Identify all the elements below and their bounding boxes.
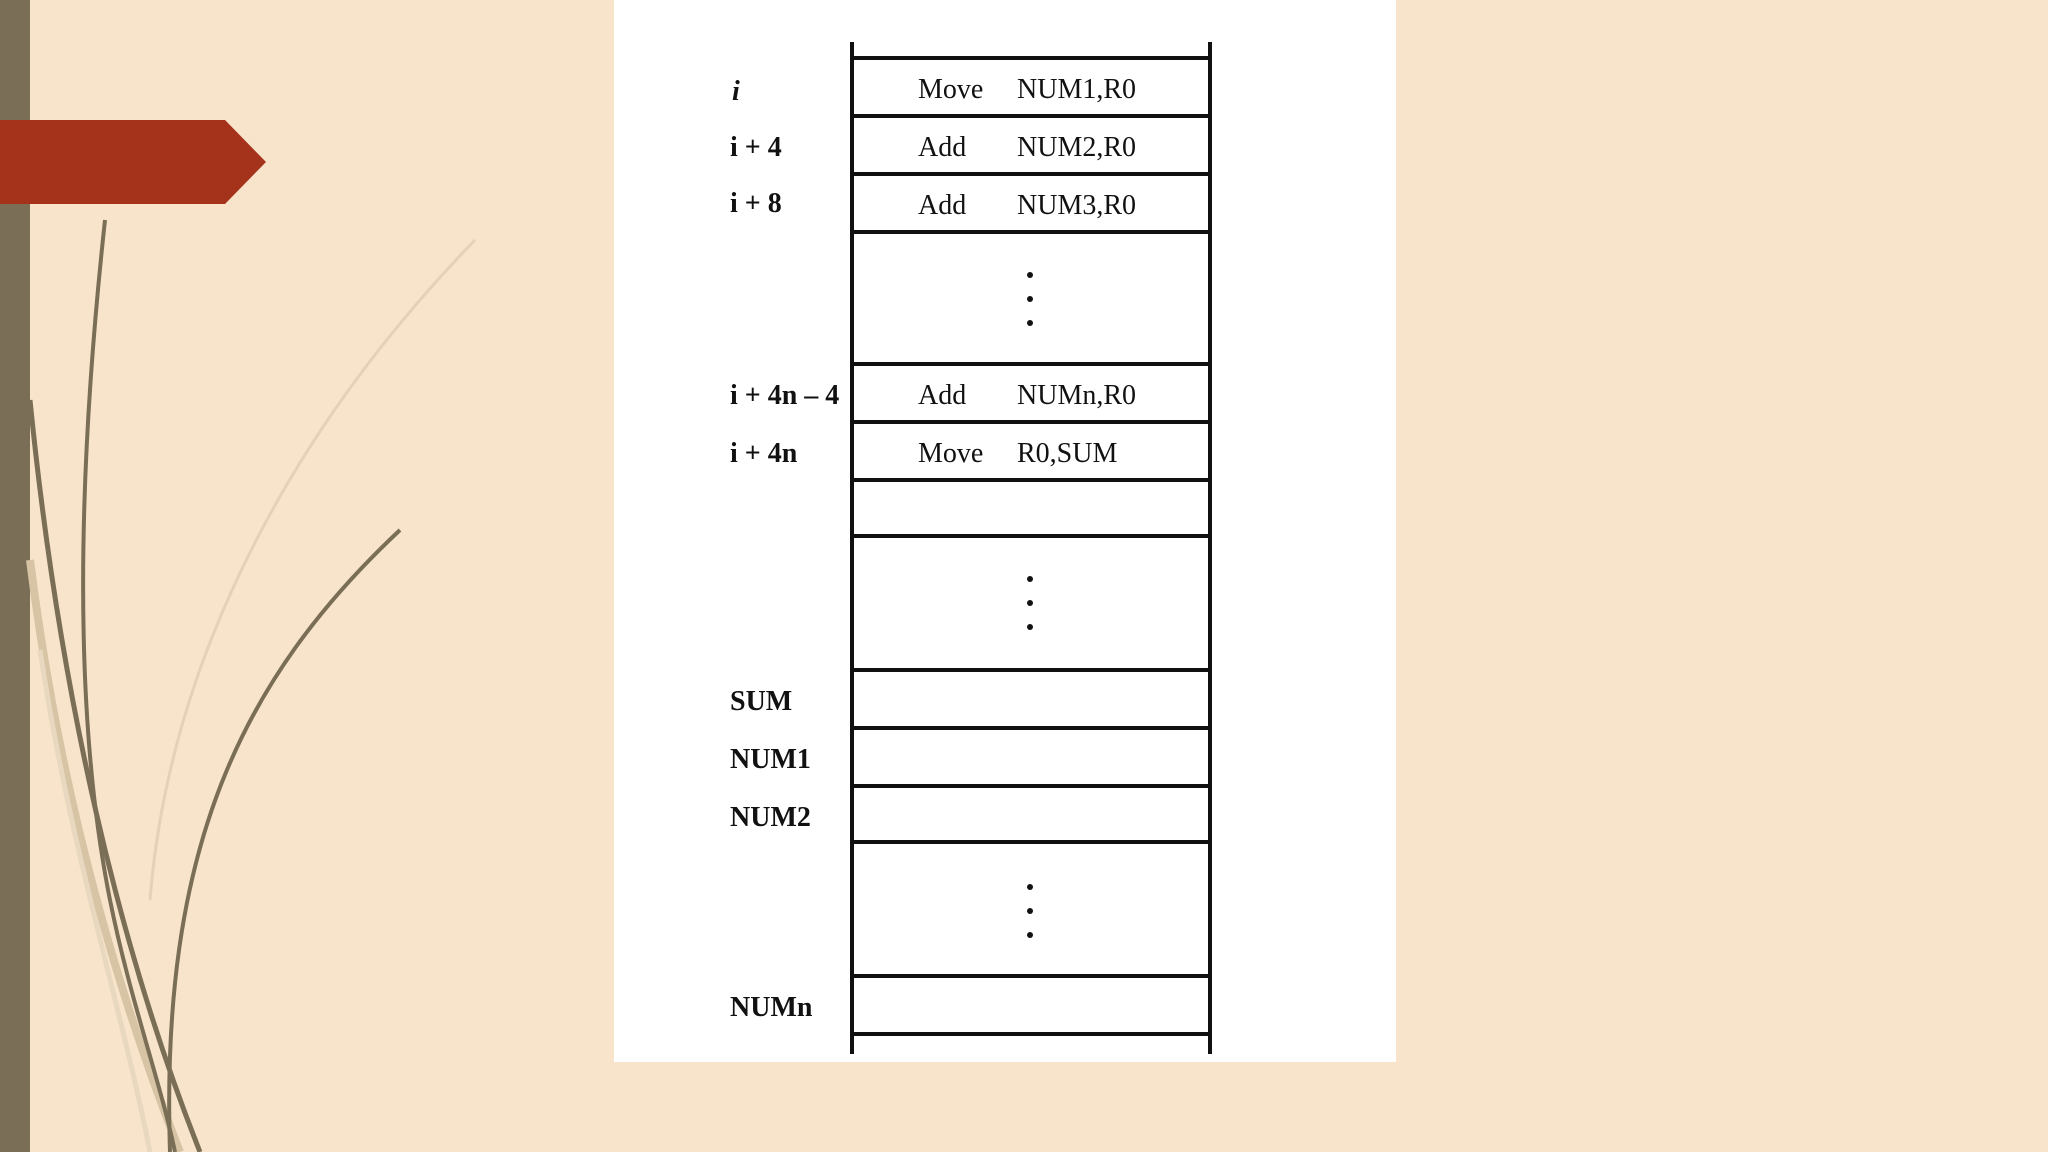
instruction-operands: R0,SUM xyxy=(1017,438,1118,469)
address-label: NUM2 xyxy=(730,802,811,833)
address-label: i + 4 xyxy=(730,132,782,163)
instruction-operands: NUM2,R0 xyxy=(1017,132,1137,163)
instruction-operands: NUM1,R0 xyxy=(1017,74,1137,105)
instruction-operands: NUMn,R0 xyxy=(1017,380,1137,411)
instruction-opcode: Add xyxy=(918,132,967,163)
instruction-opcode: Move xyxy=(918,74,984,105)
instruction-opcode: Add xyxy=(918,190,967,221)
address-label: SUM xyxy=(730,686,793,717)
ellipsis-dots xyxy=(1027,884,1037,938)
instruction-opcode: Add xyxy=(918,380,967,411)
address-label: i + 4n xyxy=(730,438,798,469)
title-accent-arrow xyxy=(0,0,280,210)
address-label: i + 4n – 4 xyxy=(730,380,840,411)
memory-figure xyxy=(614,0,1396,1062)
address-label: NUMn xyxy=(730,992,813,1023)
address-label: NUM1 xyxy=(730,744,811,775)
address-label: i + 8 xyxy=(730,188,782,219)
address-label: i xyxy=(732,76,740,107)
ellipsis-dots xyxy=(1027,272,1037,326)
ellipsis-dots xyxy=(1027,576,1037,630)
instruction-operands: NUM3,R0 xyxy=(1017,190,1137,221)
instruction-opcode: Move xyxy=(918,438,984,469)
